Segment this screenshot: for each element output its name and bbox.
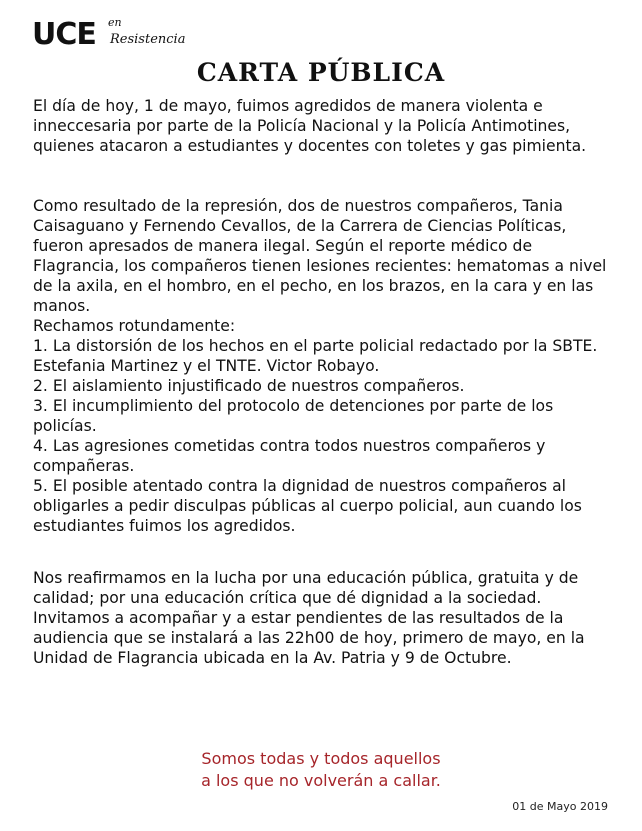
- paragraph-aggression: [33, 96, 615, 156]
- reject-intro: Rechamos rotundamente:: [33, 317, 236, 335]
- list-item: 5. El posible atentado contra la dignidad de nuestros compañeros al obligarles a pedir disculpas públicas al cuerpo policial, aun cuando los estudiantes fuimos los agredidos.: [33, 477, 582, 535]
- closing-slogan: [0, 748, 642, 792]
- paragraph-repression: [33, 196, 615, 536]
- paragraph-reaffirm: [33, 568, 615, 668]
- document-date: 01 de Mayo 2019: [512, 800, 608, 813]
- list-item: 1. La distorsión de los hechos en el parte policial redactado por la SBTE. Estefania Martinez y el TNTE. Victor Robayo.: [33, 337, 598, 375]
- list-item: 2. El aislamiento injustificado de nuestros compañeros.: [33, 377, 465, 395]
- paragraph-3: Nos reafirmamos en la lucha por una educación pública, gratuita y de calidad; por una educación crítica que dé dignidad a la sociedad.: [33, 569, 579, 607]
- paragraph-1: El día de hoy, 1 de mayo, fuimos agredidos de manera violenta e inneccesaria por parte de la Policía Nacional y la Policía Antimotines, quienes atacaron a estudiantes y docentes con toletes y gas pimienta.: [33, 97, 587, 155]
- closing-line-2: a los que no volverán a callar.: [201, 771, 441, 790]
- paragraph-2: Como resultado de la represión, dos de nuestros compañeros, Tania Caisaguano y Fernendo Cevallos, de la Carrera de Ciencias Políticas, fueron apresados de manera ilegal. Según el reporte médico de Flagrancia, los compañeros tienen lesiones recientes: hematomas a nivel de la axila, en el hombro, en el pecho, en los brazos, en la cara y en las manos.: [33, 197, 607, 315]
- closing-line-1: Somos todas y todos aquellos: [201, 749, 441, 768]
- paragraph-4: Invitamos a acompañar y a estar pendientes de las resultados de la audiencia que se instalará a las 22h00 de hoy, primero de mayo, en la Unidad de Flagrancia ubicada en la Av. Patria y 9 de Octubre.: [33, 609, 585, 667]
- logo-resistencia-text: Resistencia: [110, 32, 186, 47]
- logo-en-text: en: [108, 16, 122, 29]
- list-item: 4. Las agresiones cometidas contra todos nuestros compañeros y compañeras.: [33, 437, 546, 475]
- page-title: CARTA PÚBLICA: [196, 58, 446, 87]
- logo-uce-text: UCE: [32, 17, 96, 52]
- list-item: 3. El incumplimiento del protocolo de detenciones por parte de los policías.: [33, 397, 554, 435]
